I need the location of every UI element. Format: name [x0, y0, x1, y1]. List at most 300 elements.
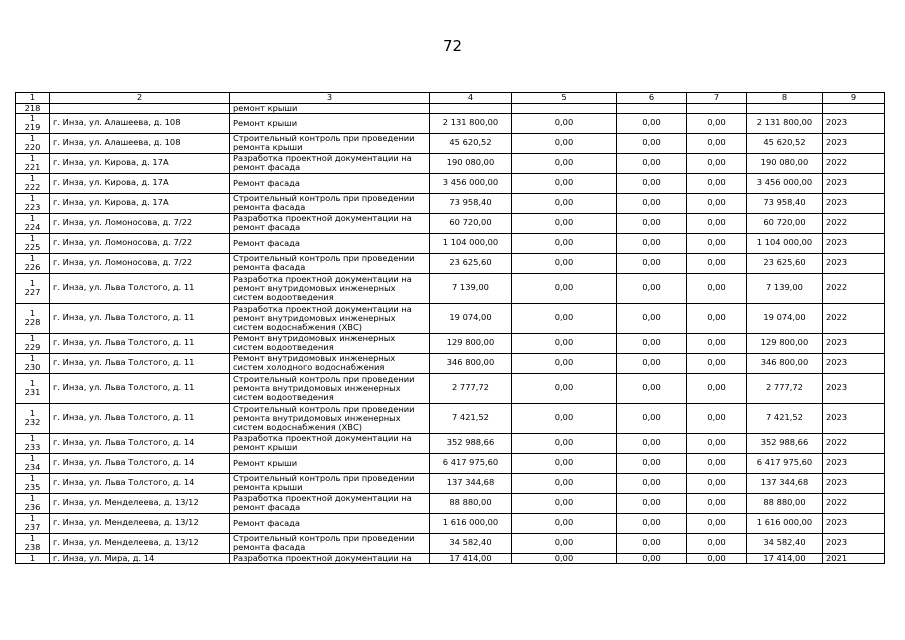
- total-cost-cell: 190 080,00: [430, 153, 512, 173]
- column-5-cell: 0,00: [512, 253, 617, 273]
- row-number-line: 230: [24, 362, 41, 372]
- year-cell: 2023: [823, 333, 885, 353]
- work-type-line: Строительный контроль при проведении: [233, 253, 415, 263]
- work-type-line: ремонт фасада: [233, 222, 301, 232]
- row-number: [16, 373, 50, 403]
- year-cell: [823, 103, 885, 113]
- work-type-line: ремонта крыши: [233, 482, 303, 492]
- row-number: [16, 553, 50, 564]
- row-number: [16, 233, 50, 253]
- row-number-line: 1: [29, 193, 36, 203]
- table-row: [16, 113, 885, 133]
- column-5-cell: 0,00: [512, 173, 617, 193]
- year-cell: 2023: [823, 473, 885, 493]
- row-number-line: 223: [24, 202, 41, 212]
- column-5-cell: 0,00: [512, 493, 617, 513]
- year-cell: 2023: [823, 533, 885, 553]
- column-7-cell: 0,00: [687, 253, 747, 273]
- row-number-line: 1: [29, 408, 36, 418]
- column-7-cell: 0,00: [687, 333, 747, 353]
- row-number-line: 1: [29, 173, 36, 183]
- fund-cost-cell: 34 582,40: [747, 533, 823, 553]
- table-header-row: [16, 93, 885, 104]
- address-cell: г. Инза, ул. Льва Толстого, д. 11: [50, 273, 230, 303]
- table-row: [16, 473, 885, 493]
- year-cell: 2022: [823, 493, 885, 513]
- address-cell: г. Инза, ул. Льва Толстого, д. 11: [50, 353, 230, 373]
- year-cell: 2023: [823, 173, 885, 193]
- table-row: [16, 193, 885, 213]
- work-type-line: ремонта крыши: [233, 142, 303, 152]
- year-cell: 2023: [823, 453, 885, 473]
- column-7-cell: 0,00: [687, 513, 747, 533]
- row-number-line: 1: [29, 453, 36, 463]
- row-number-line: 1: [29, 308, 36, 318]
- address-cell: г. Инза, ул. Ломоносова, д. 7/22: [50, 233, 230, 253]
- work-type-cell: [230, 473, 430, 493]
- column-5-cell: [512, 103, 617, 113]
- work-type-line: систем водоотведения: [233, 342, 334, 352]
- column-7-cell: 0,00: [687, 493, 747, 513]
- table-row: [16, 333, 885, 353]
- year-cell: 2023: [823, 513, 885, 533]
- total-cost-cell: 2 131 800,00: [430, 113, 512, 133]
- row-number-line: 234: [24, 462, 41, 472]
- row-number-line: 1: [29, 113, 36, 123]
- row-number: [16, 453, 50, 473]
- total-cost-cell: 352 988,66: [430, 433, 512, 453]
- work-type-line: ремонт внутридомовых инженерных: [233, 312, 396, 323]
- table-row: [16, 353, 885, 373]
- fund-cost-cell: 346 800,00: [747, 353, 823, 373]
- table-row: [16, 273, 885, 303]
- work-type-line: систем водоотведения: [233, 391, 334, 402]
- column-6-cell: 0,00: [617, 453, 687, 473]
- row-number-line: 226: [24, 262, 41, 272]
- work-type-cell: [230, 103, 430, 113]
- column-7-cell: 0,00: [687, 373, 747, 403]
- work-type-line: Строительный контроль при проведении: [233, 403, 415, 414]
- work-type-cell: [230, 233, 430, 253]
- work-type-line: Строительный контроль при проведении: [233, 133, 415, 143]
- work-type-line: Ремонт фасада: [233, 237, 300, 248]
- year-cell: 2023: [823, 133, 885, 153]
- row-number: [16, 533, 50, 553]
- address-cell: г. Инза, ул. Льва Толстого, д. 14: [50, 473, 230, 493]
- row-number-line: 1: [29, 493, 36, 503]
- work-type-line: Ремонт крыши: [233, 457, 298, 468]
- fund-cost-cell: 137 344,68: [747, 473, 823, 493]
- row-number-line: 1: [29, 473, 36, 483]
- fund-cost-cell: 17 414,00: [747, 553, 823, 564]
- column-5-cell: 0,00: [512, 353, 617, 373]
- column-header-6: 6: [617, 93, 687, 104]
- total-cost-cell: 19 074,00: [430, 303, 512, 333]
- column-6-cell: 0,00: [617, 373, 687, 403]
- work-type-cell: [230, 373, 430, 403]
- column-7-cell: 0,00: [687, 133, 747, 153]
- column-6-cell: 0,00: [617, 133, 687, 153]
- work-type-line: Строительный контроль при проведении: [233, 533, 415, 543]
- fund-cost-cell: 45 620,52: [747, 133, 823, 153]
- work-type-line: Ремонт крыши: [233, 117, 298, 128]
- column-5-cell: 0,00: [512, 233, 617, 253]
- address-cell: г. Инза, ул. Льва Толстого, д. 11: [50, 373, 230, 403]
- total-cost-cell: 2 777,72: [430, 373, 512, 403]
- row-number: [16, 513, 50, 533]
- column-7-cell: 0,00: [687, 453, 747, 473]
- year-cell: 2022: [823, 153, 885, 173]
- row-number-line: 1: [29, 513, 36, 523]
- fund-cost-cell: 2 131 800,00: [747, 113, 823, 133]
- address-cell: г. Инза, ул. Льва Толстого, д. 14: [50, 453, 230, 473]
- column-5-cell: 0,00: [512, 133, 617, 153]
- work-type-line: Ремонт внутридомовых инженерных: [233, 333, 396, 343]
- address-cell: г. Инза, ул. Кирова, д. 17А: [50, 153, 230, 173]
- work-type-line: ремонт крыши: [233, 103, 298, 113]
- work-type-cell: [230, 453, 430, 473]
- work-type-cell: [230, 153, 430, 173]
- address-cell: г. Инза, ул. Кирова, д. 17А: [50, 173, 230, 193]
- row-number-line: 232: [24, 417, 41, 427]
- work-type-line: ремонта внутридомовых инженерных: [233, 412, 401, 423]
- work-type-line: Разработка проектной документации на: [233, 433, 412, 443]
- row-number: [16, 113, 50, 133]
- row-number-line: 218: [24, 103, 41, 113]
- table-row: [16, 103, 885, 113]
- total-cost-cell: 88 880,00: [430, 493, 512, 513]
- column-7-cell: [687, 103, 747, 113]
- column-7-cell: 0,00: [687, 303, 747, 333]
- column-6-cell: 0,00: [617, 473, 687, 493]
- address-cell: г. Инза, ул. Алашеева, д. 108: [50, 133, 230, 153]
- year-cell: 2023: [823, 113, 885, 133]
- work-type-line: Строительный контроль при проведении: [233, 473, 415, 483]
- column-5-cell: 0,00: [512, 403, 617, 433]
- column-7-cell: 0,00: [687, 213, 747, 233]
- row-number-line: 233: [24, 442, 41, 452]
- table-row: [16, 433, 885, 453]
- table-row: [16, 173, 885, 193]
- row-number: [16, 473, 50, 493]
- total-cost-cell: 7 421,52: [430, 403, 512, 433]
- row-number: [16, 493, 50, 513]
- column-5-cell: 0,00: [512, 273, 617, 303]
- fund-cost-cell: 7 421,52: [747, 403, 823, 433]
- year-cell: 2023: [823, 403, 885, 433]
- column-5-cell: 0,00: [512, 113, 617, 133]
- row-number-line: 237: [24, 522, 41, 532]
- fund-cost-cell: 3 456 000,00: [747, 173, 823, 193]
- table-row: [16, 213, 885, 233]
- total-cost-cell: 23 625,60: [430, 253, 512, 273]
- row-number: [16, 213, 50, 233]
- column-6-cell: 0,00: [617, 553, 687, 564]
- table-row: [16, 253, 885, 273]
- row-number-line: 224: [24, 222, 41, 232]
- work-type-line: ремонт фасада: [233, 162, 301, 172]
- work-type-cell: [230, 433, 430, 453]
- total-cost-cell: 34 582,40: [430, 533, 512, 553]
- total-cost-cell: 17 414,00: [430, 553, 512, 564]
- work-type-cell: [230, 113, 430, 133]
- year-cell: 2023: [823, 253, 885, 273]
- column-5-cell: 0,00: [512, 453, 617, 473]
- work-type-line: ремонта фасада: [233, 202, 306, 212]
- column-5-cell: 0,00: [512, 153, 617, 173]
- column-6-cell: 0,00: [617, 353, 687, 373]
- work-type-cell: [230, 513, 430, 533]
- work-type-line: систем водоснабжения (ХВС): [233, 321, 362, 332]
- row-number: [16, 103, 50, 113]
- fund-cost-cell: [747, 103, 823, 113]
- column-7-cell: 0,00: [687, 533, 747, 553]
- column-6-cell: 0,00: [617, 213, 687, 233]
- year-cell: 2023: [823, 373, 885, 403]
- address-cell: г. Инза, ул. Льва Толстого, д. 11: [50, 403, 230, 433]
- column-7-cell: 0,00: [687, 173, 747, 193]
- total-cost-cell: [430, 103, 512, 113]
- row-number: [16, 153, 50, 173]
- work-type-line: систем водоотведения: [233, 291, 334, 302]
- work-type-line: ремонта фасада: [233, 542, 306, 552]
- work-type-cell: [230, 173, 430, 193]
- year-cell: 2022: [823, 433, 885, 453]
- table-row: [16, 133, 885, 153]
- row-number-line: 1: [29, 553, 36, 563]
- work-type-cell: [230, 333, 430, 353]
- row-number-line: 221: [24, 162, 41, 172]
- work-type-line: ремонта фасада: [233, 262, 306, 272]
- row-number-line: 1: [29, 378, 36, 388]
- year-cell: 2021: [823, 553, 885, 564]
- row-number-line: 1: [29, 433, 36, 443]
- row-number: [16, 133, 50, 153]
- column-6-cell: 0,00: [617, 273, 687, 303]
- work-type-line: Разработка проектной документации на: [233, 153, 412, 163]
- column-7-cell: 0,00: [687, 193, 747, 213]
- work-type-cell: [230, 253, 430, 273]
- work-type-line: Разработка проектной документации на: [233, 273, 412, 284]
- column-6-cell: 0,00: [617, 253, 687, 273]
- table-row: [16, 533, 885, 553]
- column-6-cell: [617, 103, 687, 113]
- year-cell: 2023: [823, 193, 885, 213]
- row-number-line: 1: [29, 153, 36, 163]
- work-type-line: Строительный контроль при проведении: [233, 193, 415, 203]
- row-number: [16, 273, 50, 303]
- total-cost-cell: 6 417 975,60: [430, 453, 512, 473]
- column-header-8: 8: [747, 93, 823, 104]
- row-number-line: 1: [29, 233, 36, 243]
- column-header-9: 9: [823, 93, 885, 104]
- address-cell: г. Инза, ул. Алашеева, д. 108: [50, 113, 230, 133]
- column-6-cell: 0,00: [617, 513, 687, 533]
- column-6-cell: 0,00: [617, 533, 687, 553]
- total-cost-cell: 346 800,00: [430, 353, 512, 373]
- work-type-line: ремонта внутридомовых инженерных: [233, 382, 401, 393]
- table-row: [16, 513, 885, 533]
- column-5-cell: 0,00: [512, 373, 617, 403]
- fund-cost-cell: 23 625,60: [747, 253, 823, 273]
- row-number: [16, 403, 50, 433]
- work-type-line: Ремонт внутридомовых инженерных: [233, 353, 396, 363]
- address-cell: г. Инза, ул. Менделеева, д. 13/12: [50, 493, 230, 513]
- row-number: [16, 303, 50, 333]
- work-type-cell: [230, 353, 430, 373]
- row-number-line: 1: [29, 533, 36, 543]
- table-row: [16, 303, 885, 333]
- column-6-cell: 0,00: [617, 193, 687, 213]
- row-number-line: 235: [24, 482, 41, 492]
- row-number-line: 227: [24, 287, 41, 297]
- column-5-cell: 0,00: [512, 433, 617, 453]
- column-6-cell: 0,00: [617, 113, 687, 133]
- year-cell: 2023: [823, 353, 885, 373]
- year-cell: 2022: [823, 303, 885, 333]
- work-type-cell: [230, 533, 430, 553]
- year-cell: 2022: [823, 273, 885, 303]
- column-6-cell: 0,00: [617, 153, 687, 173]
- column-header-7: 7: [687, 93, 747, 104]
- column-5-cell: 0,00: [512, 213, 617, 233]
- address-cell: г. Инза, ул. Льва Толстого, д. 14: [50, 433, 230, 453]
- address-cell: г. Инза, ул. Менделеева, д. 13/12: [50, 533, 230, 553]
- column-header-4: 4: [430, 93, 512, 104]
- total-cost-cell: 1 616 000,00: [430, 513, 512, 533]
- work-type-cell: [230, 303, 430, 333]
- address-cell: г. Инза, ул. Мира, д. 14: [50, 553, 230, 564]
- column-5-cell: 0,00: [512, 513, 617, 533]
- fund-cost-cell: 19 074,00: [747, 303, 823, 333]
- row-number: [16, 193, 50, 213]
- works-table: [15, 92, 885, 564]
- row-number-line: 228: [24, 317, 41, 327]
- column-7-cell: 0,00: [687, 403, 747, 433]
- fund-cost-cell: 1 616 000,00: [747, 513, 823, 533]
- table-row: [16, 493, 885, 513]
- table-body: [16, 93, 885, 564]
- column-7-cell: 0,00: [687, 273, 747, 303]
- row-number-line: 231: [24, 387, 41, 397]
- row-number: [16, 333, 50, 353]
- fund-cost-cell: 1 104 000,00: [747, 233, 823, 253]
- total-cost-cell: 1 104 000,00: [430, 233, 512, 253]
- address-cell: г. Инза, ул. Ломоносова, д. 7/22: [50, 253, 230, 273]
- row-number-line: 1: [29, 333, 36, 343]
- fund-cost-cell: 129 800,00: [747, 333, 823, 353]
- address-cell: г. Инза, ул. Льва Толстого, д. 11: [50, 303, 230, 333]
- row-number-line: 1: [29, 353, 36, 363]
- work-type-cell: [230, 553, 430, 564]
- column-5-cell: 0,00: [512, 473, 617, 493]
- column-7-cell: 0,00: [687, 553, 747, 564]
- row-number: [16, 173, 50, 193]
- fund-cost-cell: 7 139,00: [747, 273, 823, 303]
- column-5-cell: 0,00: [512, 533, 617, 553]
- total-cost-cell: 45 620,52: [430, 133, 512, 153]
- work-type-line: ремонт крыши: [233, 442, 298, 452]
- year-cell: 2023: [823, 233, 885, 253]
- column-header-5: 5: [512, 93, 617, 104]
- column-6-cell: 0,00: [617, 403, 687, 433]
- fund-cost-cell: 73 958,40: [747, 193, 823, 213]
- work-type-line: Разработка проектной документации на: [233, 303, 412, 314]
- work-type-line: систем водоснабжения (ХВС): [233, 421, 362, 432]
- total-cost-cell: 129 800,00: [430, 333, 512, 353]
- table-row: [16, 233, 885, 253]
- address-cell: г. Инза, ул. Ломоносова, д. 7/22: [50, 213, 230, 233]
- column-5-cell: 0,00: [512, 193, 617, 213]
- work-type-cell: [230, 213, 430, 233]
- table-row: [16, 553, 885, 564]
- work-type-line: Строительный контроль при проведении: [233, 373, 415, 384]
- row-number-line: 222: [24, 182, 41, 192]
- total-cost-cell: 73 958,40: [430, 193, 512, 213]
- column-5-cell: 0,00: [512, 333, 617, 353]
- work-type-line: ремонт фасада: [233, 502, 301, 512]
- row-number-line: 220: [24, 142, 41, 152]
- total-cost-cell: 60 720,00: [430, 213, 512, 233]
- work-type-cell: [230, 133, 430, 153]
- row-number: [16, 253, 50, 273]
- address-cell: г. Инза, ул. Менделеева, д. 13/12: [50, 513, 230, 533]
- column-7-cell: 0,00: [687, 233, 747, 253]
- column-7-cell: 0,00: [687, 113, 747, 133]
- work-type-line: систем холодного водоснабжения: [233, 362, 385, 372]
- row-number-line: 225: [24, 242, 41, 252]
- work-type-cell: [230, 403, 430, 433]
- fund-cost-cell: 352 988,66: [747, 433, 823, 453]
- fund-cost-cell: 2 777,72: [747, 373, 823, 403]
- work-type-line: Ремонт фасада: [233, 177, 300, 188]
- column-7-cell: 0,00: [687, 153, 747, 173]
- row-number-line: 236: [24, 502, 41, 512]
- work-type-line: Разработка проектной документации на: [233, 553, 412, 563]
- work-type-line: Ремонт фасада: [233, 517, 300, 528]
- work-type-line: Разработка проектной документации на: [233, 213, 412, 223]
- column-6-cell: 0,00: [617, 493, 687, 513]
- address-cell: г. Инза, ул. Кирова, д. 17А: [50, 193, 230, 213]
- row-number: [16, 353, 50, 373]
- fund-cost-cell: 190 080,00: [747, 153, 823, 173]
- address-cell: г. Инза, ул. Льва Толстого, д. 11: [50, 333, 230, 353]
- column-header-1: 1: [16, 93, 50, 104]
- column-7-cell: 0,00: [687, 433, 747, 453]
- total-cost-cell: 137 344,68: [430, 473, 512, 493]
- work-type-line: Разработка проектной документации на: [233, 493, 412, 503]
- column-header-3: 3: [230, 93, 430, 104]
- work-type-cell: [230, 493, 430, 513]
- year-cell: 2022: [823, 213, 885, 233]
- row-number: [16, 433, 50, 453]
- total-cost-cell: 3 456 000,00: [430, 173, 512, 193]
- table-row: [16, 153, 885, 173]
- column-6-cell: 0,00: [617, 333, 687, 353]
- fund-cost-cell: 6 417 975,60: [747, 453, 823, 473]
- row-number-line: 1: [29, 278, 36, 288]
- total-cost-cell: 7 139,00: [430, 273, 512, 303]
- row-number-line: 229: [24, 342, 41, 352]
- address-cell: [50, 103, 230, 113]
- row-number-line: 1: [29, 213, 36, 223]
- table-row: [16, 373, 885, 403]
- table-row: [16, 453, 885, 473]
- work-type-cell: [230, 273, 430, 303]
- column-6-cell: 0,00: [617, 303, 687, 333]
- fund-cost-cell: 88 880,00: [747, 493, 823, 513]
- work-type-line: ремонт внутридомовых инженерных: [233, 282, 396, 293]
